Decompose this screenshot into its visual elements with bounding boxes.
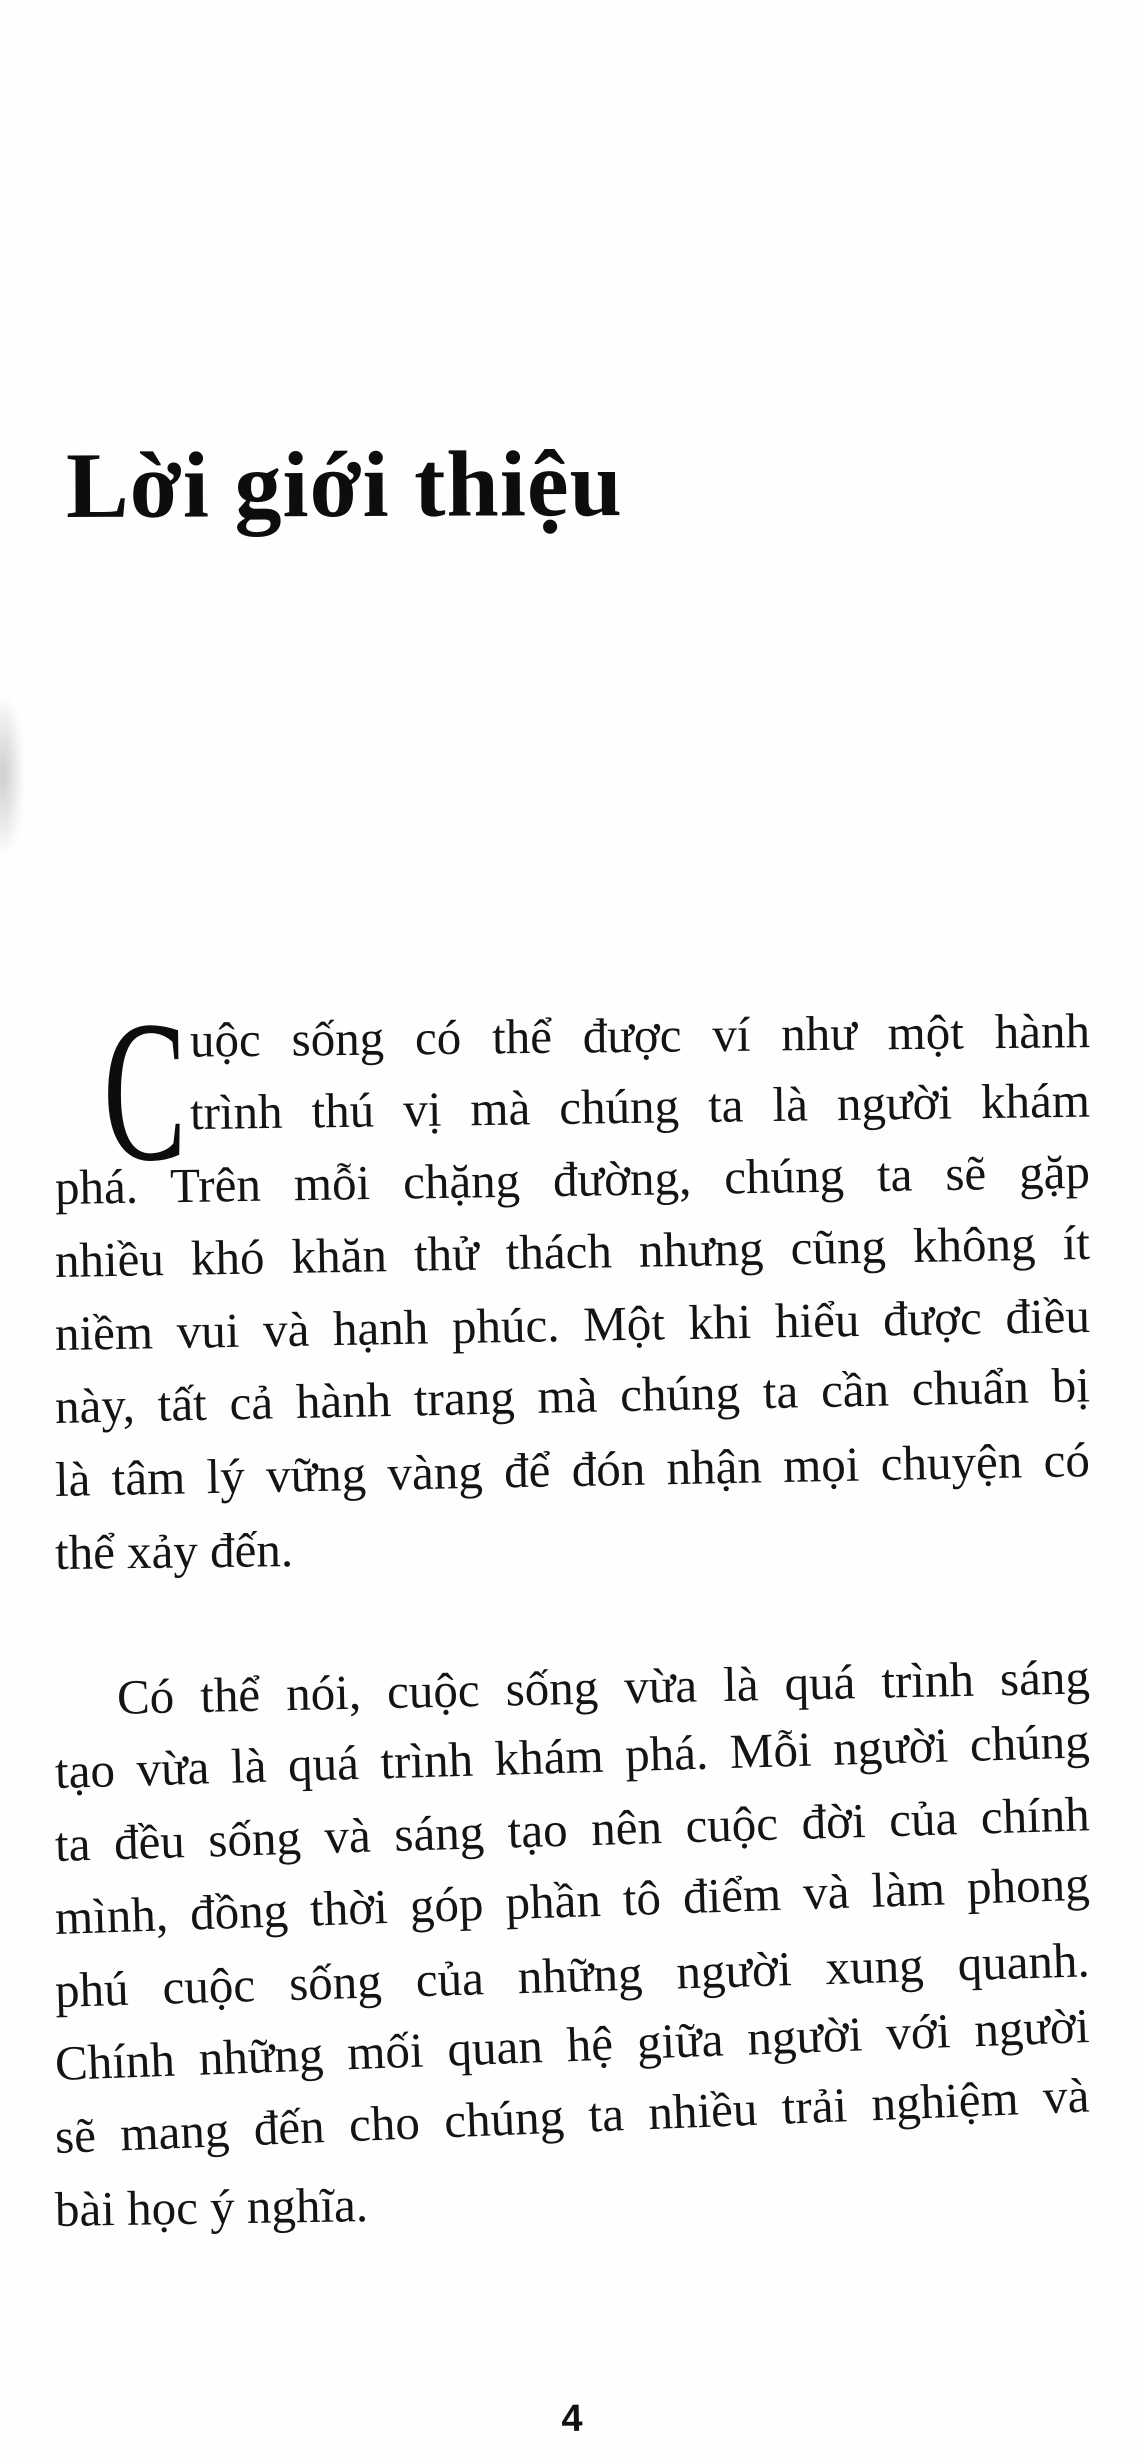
text-line: bài học ý nghĩa.: [54, 2177, 369, 2237]
text-line: thể xảy đến.: [54, 1522, 294, 1580]
page-title: Lời giới thiệu: [65, 432, 624, 538]
text-line: ta đều sống và sáng tạo nên cuộc đời của chính: [54, 1786, 1091, 1872]
text-line: là tâm lý vững vàng để đón nhận mọi chuyện có: [54, 1432, 1091, 1507]
text-line: sẽ mang đến cho chúng ta nhiều trải nghiệm và: [53, 2067, 1091, 2164]
text-line: mình, đồng thời góp phần tô điểm và làm phong: [54, 1855, 1091, 1945]
paragraph-intro-1: [54, 979, 1091, 1589]
text-line: trình thú vị mà chúng ta là người khám: [189, 1072, 1091, 1141]
text-line: niềm vui và hạnh phúc. Một khi hiểu được điều: [54, 1287, 1091, 1361]
text-line: nhiều khó khăn thử thách nhưng cũng không ít: [54, 1214, 1091, 1288]
text-line: Chính những mối quan hệ giữa người với người: [53, 1998, 1091, 2091]
text-line: uộc sống có thể được ví như một hành: [189, 1003, 1091, 1068]
paragraph-intro-2: [53, 1649, 1091, 2246]
text-line: phá. Trên mỗi chặng đường, chúng ta sẽ gặp: [54, 1143, 1091, 1215]
text-line: Có thể nói, cuộc sống vừa là quá trình sáng: [116, 1649, 1091, 1725]
text-line: này, tất cả hành trang mà chúng ta cần chuẩn bị: [54, 1357, 1091, 1434]
text-line: phú cuộc sống của những người xung quanh.: [54, 1932, 1091, 2018]
page-number: 4: [561, 2397, 583, 2441]
drop-cap: C: [103, 979, 187, 1203]
text-line: tạo vừa là quá trình khám phá. Mỗi người chúng: [54, 1713, 1091, 1799]
scan-smudge-artifact: [0, 700, 22, 850]
